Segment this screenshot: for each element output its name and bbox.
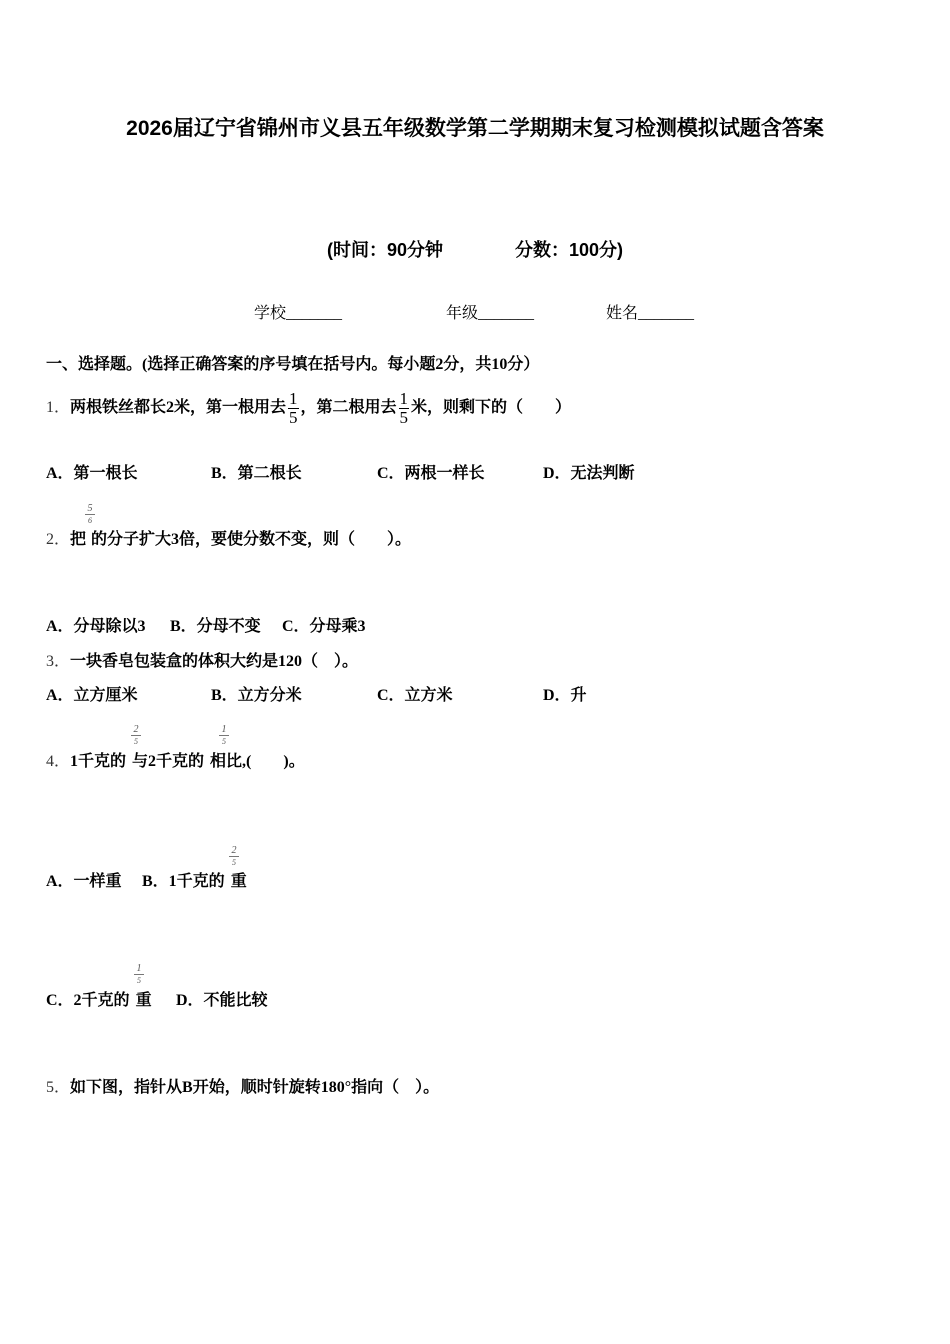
fraction-numerator: 5 [85,503,95,515]
option-c: C．两根一样长 [377,465,485,482]
fraction [288,390,299,427]
question-number: 1． [46,399,71,417]
option-text: 重 [135,992,152,1009]
question-text: 米，则剩下的（ ） [411,399,572,417]
fraction-numerator: 2 [229,845,239,857]
fraction [399,390,410,427]
option-text: C．2千克的 [46,992,130,1009]
option-b [142,868,247,891]
question-text: 一块香皂包装盒的体积大约是120（ ）。 [70,653,359,670]
question-number: 2． [46,531,71,548]
option-text: B．1千克的 [142,873,225,890]
school-field: 学校_______ [254,305,343,322]
fraction-denominator: 5 [232,858,236,867]
fraction-denominator: 5 [222,737,226,746]
fraction [85,503,95,526]
fraction-numerator: 1 [134,963,144,975]
fraction-denominator: 5 [134,737,138,746]
fraction-denominator: 5 [399,408,409,427]
option-a: A．第一根长 [46,465,138,482]
question-3 [46,648,358,671]
time-limit: (时间：90分钟 [326,240,443,260]
option-b: B．第二根长 [211,465,302,482]
section-heading: 一、选择题。(选择正确答案的序号填在括号内。每小题2分，共10分） [46,356,540,373]
option-c: C．分母乘3 [282,618,366,635]
option-a: A．分母除以3 [46,618,146,635]
option-d: D．升 [543,687,587,704]
question-text: 与2千克的 [132,753,205,770]
question-number: 4． [46,753,71,770]
fraction [219,724,229,747]
question-text: 相比,( )。 [210,753,305,770]
question-number: 3． [46,653,71,670]
question-1 [46,390,571,427]
option-a: A．一样重 [46,873,122,890]
question-text: 把 [70,531,87,548]
fraction-numerator: 1 [289,389,298,408]
exam-title: 2026届辽宁省锦州市义县五年级数学第二学期期末复习检测模拟试题含答案 [126,117,824,140]
fraction-numerator: 1 [219,724,229,736]
option-d: D．不能比较 [176,992,268,1009]
fraction [131,724,141,747]
option-text: 重 [230,873,247,890]
exam-subtitle [0,236,950,262]
question-text: 1千克的 [70,753,127,770]
fraction-denominator: 6 [88,516,92,525]
question-5 [46,1074,439,1097]
option-b: B．立方分米 [211,687,302,704]
name-field: 姓名_______ [606,305,695,322]
question-number: 5． [46,1079,71,1096]
option-b: B．分母不变 [170,618,261,635]
question-4 [46,748,305,771]
question-text: 如下图，指针从B开始，顺时针旋转180°指向（ ）。 [70,1079,440,1096]
option-c [46,987,152,1010]
fraction-numerator: 2 [131,724,141,736]
fraction-denominator: 5 [137,976,141,985]
question-text: ，第二根用去 [300,399,397,417]
fraction [134,963,144,986]
option-c: C．立方米 [377,687,453,704]
grade-field: 年级_______ [446,305,535,322]
question-text: 两根铁丝都长2米，第一根用去 [70,399,287,417]
fraction-denominator: 5 [289,408,298,427]
total-score: 分数：100分) [514,240,624,260]
question-text: 的分子扩大3倍，要使分数不变，则（ ）。 [91,531,412,548]
fraction [229,845,239,868]
fraction-numerator: 1 [399,389,409,408]
question-2 [46,526,411,549]
option-a: A．立方厘米 [46,687,138,704]
option-d: D．无法判断 [543,465,635,482]
